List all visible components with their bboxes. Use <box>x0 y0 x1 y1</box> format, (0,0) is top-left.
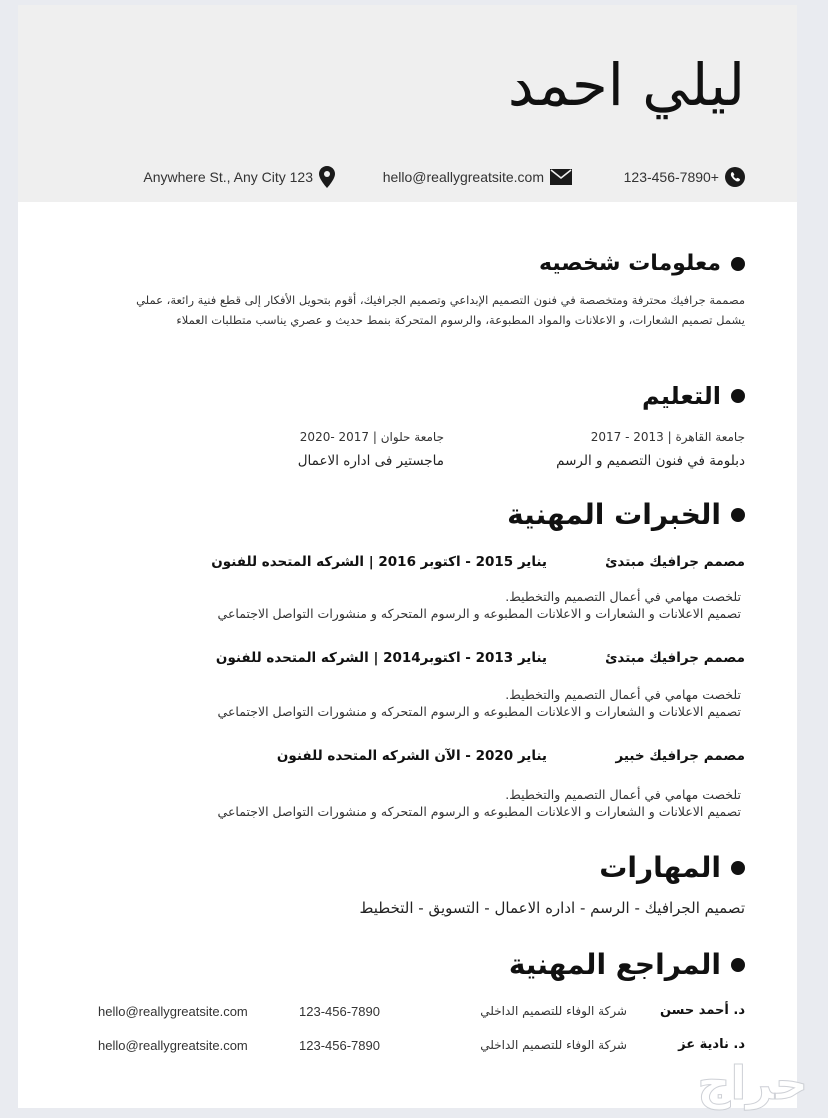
personal-summary-line-2: يشمل تصميم الشعارات، و الاعلانات والمواد المطبوعة، والرسوم المتحركة بنمط حديث و عصري يناسب متطلبات العملاء <box>176 313 745 327</box>
section-heading: المراجع المهنية <box>508 948 721 981</box>
section-title-skills <box>599 851 745 884</box>
reference-1-name: د. أحمد حسن <box>659 1003 745 1018</box>
bullet-icon <box>731 508 745 522</box>
job-2-role: مصمم جرافيك مبتدئ <box>605 650 745 666</box>
section-heading: التعليم <box>642 382 721 410</box>
contact-phone <box>624 165 745 189</box>
job-1-period: يناير 2015 - اكتوبر 2016 | الشركه المتحده للفنون <box>211 554 547 570</box>
job-3-role: مصمم جرافيك خبير <box>615 748 745 764</box>
education-2-meta: جامعة حلوان | 2017 -2020 <box>299 430 444 444</box>
person-name: ليلي احمد <box>507 51 745 119</box>
resume-header <box>18 5 797 202</box>
job-1-desc-2: تصميم الاعلانات و الشعارات و الاعلانات المطبوعه و الرسوم المتحركه و منشورات التواصل الاجتماعي <box>217 606 741 621</box>
section-heading: الخبرات المهنية <box>507 498 721 531</box>
bullet-icon <box>731 861 745 875</box>
section-heading: معلومات شخصيه <box>539 251 721 276</box>
contact-address <box>143 165 335 189</box>
reference-1-company: شركة الوفاء للتصميم الداخلي <box>480 1004 627 1018</box>
reference-2-email[interactable]: hello@reallygreatsite.com <box>98 1038 248 1053</box>
section-title-experience <box>507 498 745 531</box>
contact-email <box>383 165 572 189</box>
education-1-meta: جامعة القاهرة | 2013 - 2017 <box>590 430 745 444</box>
section-title-education <box>642 382 745 410</box>
job-2-desc-1: تلخصت مهامي في أعمال التصميم والتخطيط. <box>505 687 741 702</box>
map-pin-icon <box>319 166 335 188</box>
resume-page <box>18 5 797 1108</box>
reference-2-phone: 123-456-7890 <box>299 1038 380 1053</box>
bullet-icon <box>731 389 745 403</box>
reference-1-phone: 123-456-7890 <box>299 1004 380 1019</box>
job-1-desc-1: تلخصت مهامي في أعمال التصميم والتخطيط. <box>505 589 741 604</box>
job-1-role: مصمم جرافيك مبتدئ <box>605 554 745 570</box>
education-1-degree: دبلومة في فنون التصميم و الرسم <box>556 453 745 469</box>
email-address[interactable]: hello@reallygreatsite.com <box>382 169 544 185</box>
personal-summary-line-1: مصممة جرافيك محترفة ومتخصصة في فنون التصميم الإبداعي وتصميم الجرافيك، أقوم بتحويل الأفكار إلى قطع فنية رائعة، عملي <box>136 293 745 307</box>
reference-1-email[interactable]: hello@reallygreatsite.com <box>98 1004 248 1019</box>
phone-number: 123-456-7890+ <box>623 169 719 185</box>
section-heading: المهارات <box>599 851 721 884</box>
job-2-desc-2: تصميم الاعلانات و الشعارات و الاعلانات المطبوعه و الرسوم المتحركه و منشورات التواصل الاجتماعي <box>217 704 741 719</box>
bullet-icon <box>731 257 745 271</box>
section-title-references <box>509 948 745 981</box>
phone-icon <box>725 167 745 187</box>
job-2-period: يناير 2013 - اكتوبر2014 | الشركه المتحده للفنون <box>215 650 547 666</box>
job-3-period: يناير 2020 - الآن الشركه المتحده للفنون <box>276 748 547 764</box>
bullet-icon <box>731 958 745 972</box>
job-3-desc-2: تصميم الاعلانات و الشعارات و الاعلانات المطبوعه و الرسوم المتحركه و منشورات التواصل الاجتماعي <box>217 804 741 819</box>
job-3-desc-1: تلخصت مهامي في أعمال التصميم والتخطيط. <box>505 787 741 802</box>
reference-2-name: د. نادية عز <box>678 1037 745 1052</box>
reference-2-company: شركة الوفاء للتصميم الداخلي <box>480 1038 627 1052</box>
haraj-watermark-logo: حراج <box>697 1056 808 1110</box>
education-2-degree: ماجستير فى اداره الاعمال <box>297 453 444 469</box>
section-title-personal <box>539 251 745 276</box>
skills-list: تصميم الجرافيك - الرسم - اداره الاعمال - التسويق - التخطيط <box>359 899 745 917</box>
envelope-icon <box>550 169 572 185</box>
address-text: Anywhere St., Any City 123 <box>143 169 313 185</box>
